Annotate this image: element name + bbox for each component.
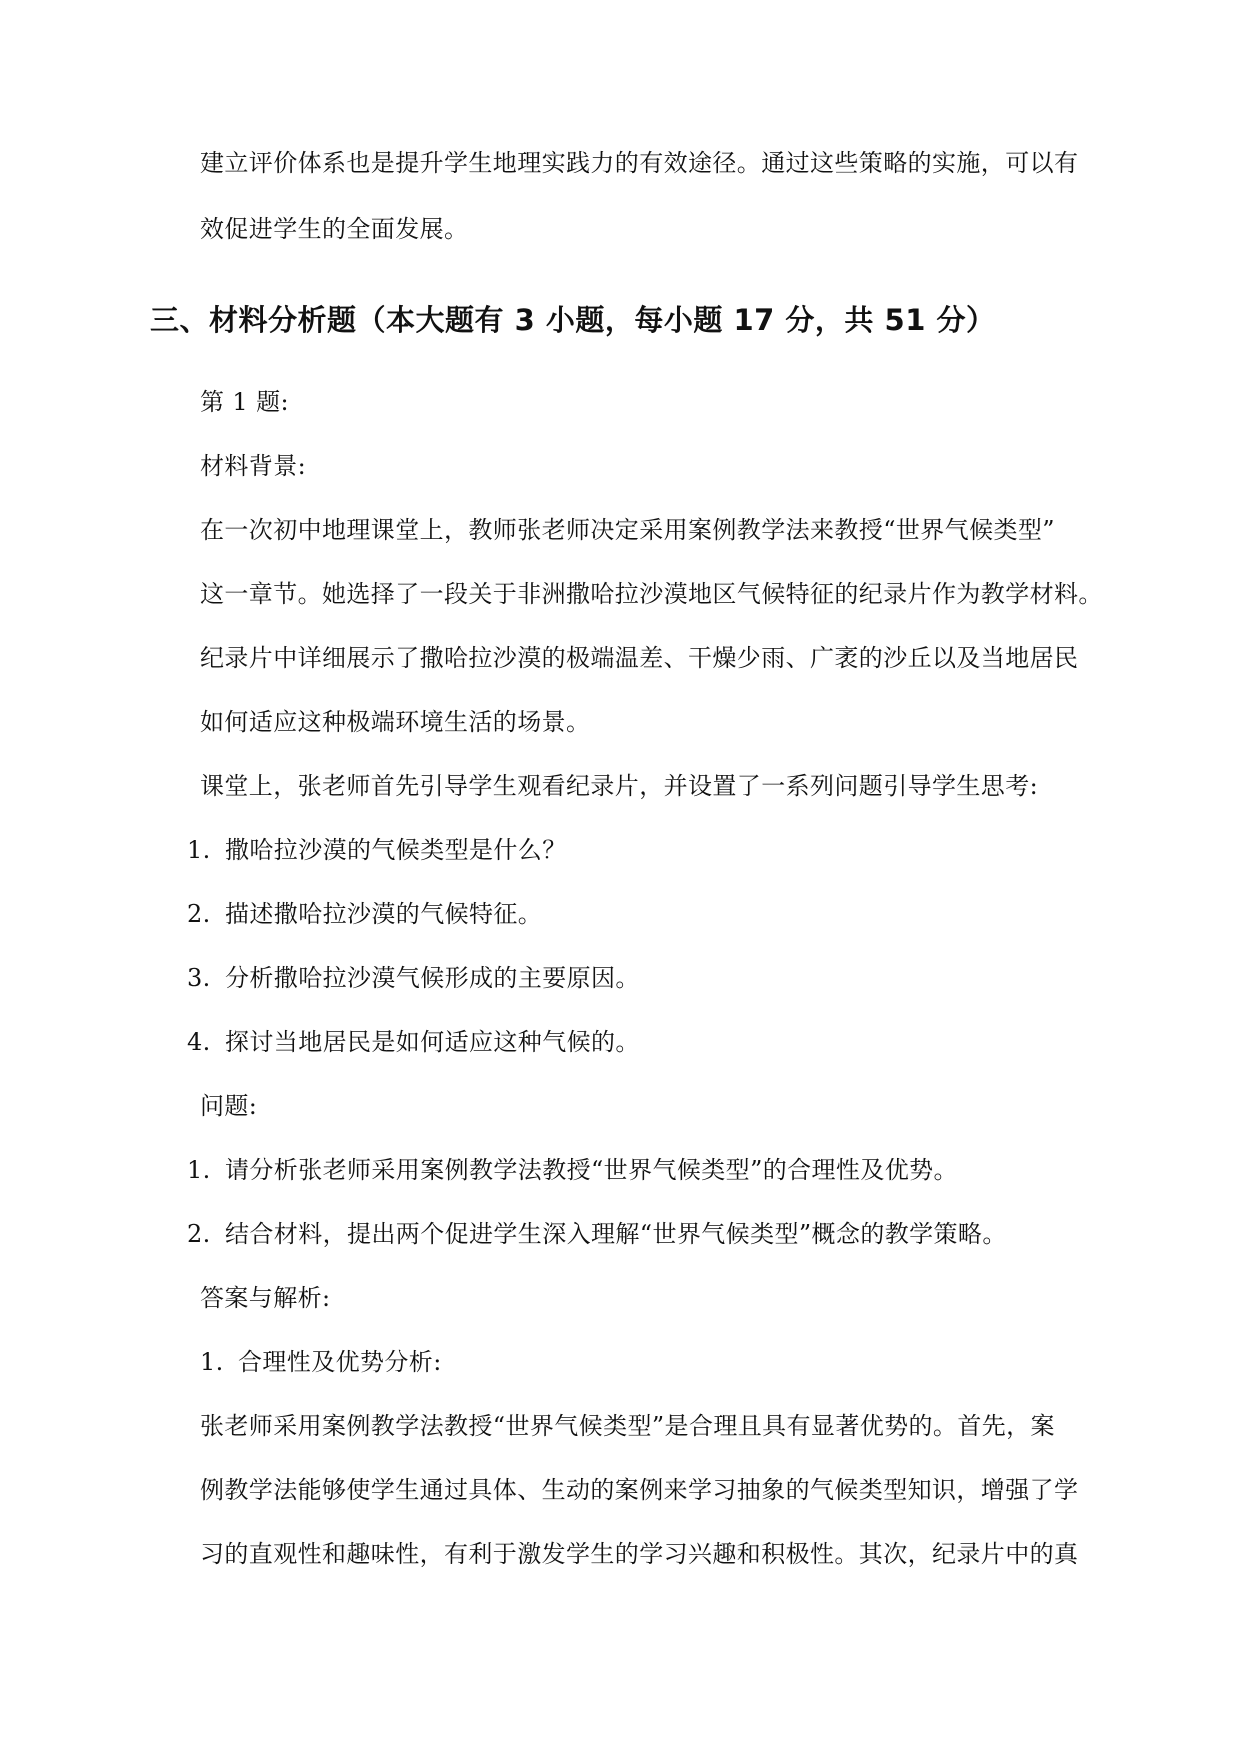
answer-label: 答案与解析: — [200, 1284, 331, 1312]
list-text: 请分析张老师采用案例教学法教授“世界气候类型”的合理性及优势。 — [225, 1156, 958, 1184]
intro-line-1: 建立评价体系也是提升学生地理实践力的有效途径。通过这些策略的实施，可以有 — [200, 149, 1079, 177]
list-number: 1. — [200, 1348, 224, 1376]
material-line-4: 如何适应这种极端环境生活的场景。 — [200, 708, 591, 736]
list-number: 2. — [187, 900, 211, 928]
list-text: 撒哈拉沙漠的气候类型是什么？ — [225, 836, 567, 864]
list-text: 探讨当地居民是如何适应这种气候的。 — [225, 1028, 640, 1056]
intro-line-2: 效促进学生的全面发展。 — [200, 215, 469, 243]
material-label: 材料背景: — [200, 452, 307, 480]
material-line-1: 在一次初中地理课堂上，教师张老师决定采用案例教学法来教授“世界气候类型” — [200, 516, 1055, 544]
question-label: 第 1 题: — [200, 388, 290, 416]
answer-line-1: 张老师采用案例教学法教授“世界气候类型”是合理且具有显著优势的。首先，案 — [200, 1412, 1055, 1440]
section-heading: 三、材料分析题（本大题有 3 小题，每小题 17 分，共 51 分） — [150, 303, 996, 337]
list-number: 1. — [187, 1156, 211, 1184]
material-line-3: 纪录片中详细展示了撒哈拉沙漠的极端温差、干燥少雨、广袤的沙丘以及当地居民 — [200, 644, 1079, 672]
problem-1 — [187, 1154, 958, 1186]
list-number: 2. — [187, 1220, 211, 1248]
list-number: 1. — [187, 836, 211, 864]
list-text: 结合材料，提出两个促进学生深入理解“世界气候类型”概念的教学策略。 — [225, 1220, 1007, 1248]
answer-line-3: 习的直观性和趣味性，有利于激发学生的学习兴趣和积极性。其次，纪录片中的真 — [200, 1540, 1079, 1568]
problem-label: 问题: — [200, 1092, 258, 1120]
answer-subheading — [200, 1346, 442, 1378]
guide-question-1 — [187, 834, 567, 866]
list-text: 合理性及优势分析: — [238, 1348, 442, 1376]
list-number: 3. — [187, 964, 211, 992]
problem-2 — [187, 1218, 1007, 1250]
class-line: 课堂上，张老师首先引导学生观看纪录片，并设置了一系列问题引导学生思考: — [200, 772, 1039, 800]
guide-question-3 — [187, 962, 640, 994]
list-number: 4. — [187, 1028, 211, 1056]
list-text: 描述撒哈拉沙漠的气候特征。 — [225, 900, 543, 928]
guide-question-4 — [187, 1026, 640, 1058]
guide-question-2 — [187, 898, 542, 930]
answer-line-2: 例教学法能够使学生通过具体、生动的案例来学习抽象的气候类型知识，增强了学 — [200, 1476, 1079, 1504]
list-text: 分析撒哈拉沙漠气候形成的主要原因。 — [225, 964, 640, 992]
material-line-2: 这一章节。她选择了一段关于非洲撒哈拉沙漠地区气候特征的纪录片作为教学材料。 — [200, 580, 1103, 608]
